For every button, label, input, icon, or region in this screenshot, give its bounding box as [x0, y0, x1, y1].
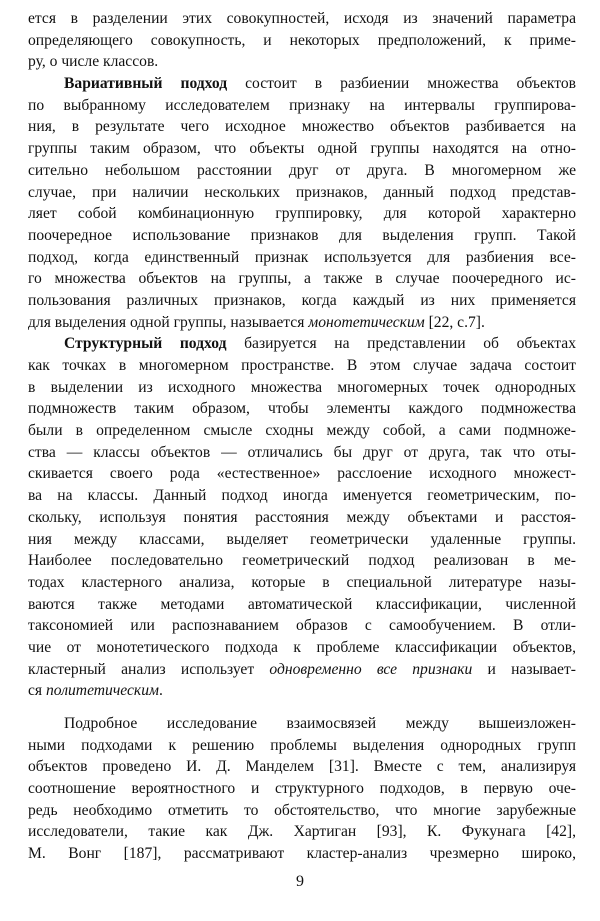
- text-line: по выбранному исследователем признаку на интервалы группирова-: [28, 96, 576, 114]
- term-all-features: одновременно все признаки: [269, 660, 473, 678]
- text-line: ваются также методами автоматической классификации, численной: [28, 595, 576, 613]
- text-line: редь необходимо отметить то обстоятельство, что многие зарубежные: [28, 801, 576, 819]
- text-line: тодах кластерного анализа, которые в специальной литературе назы-: [28, 573, 576, 591]
- text-line: скольку, используя понятия расстояния между объектами и расстоя-: [28, 508, 576, 526]
- text-line: пользования различных признаков, когда каждый из них применяется: [28, 291, 576, 309]
- document-page: [28, 8, 576, 865]
- paragraph-variational-approach: [28, 73, 576, 333]
- text-line: ва на классы. Данный подход иногда именуется геометрическим, по-: [28, 487, 576, 505]
- text-line: ния, в результате чего исходное множество объектов разбивается на: [28, 118, 576, 136]
- text-line: Наиболее последовательно геометрический подход реализован в ме-: [28, 552, 576, 570]
- text-line: подмножеств таким образом, чтобы элементы каждого подмножества: [28, 400, 576, 418]
- text-line: соотношение вероятностного и структурного подходов, в первую оче-: [28, 780, 576, 798]
- text-line: ния между классами, выделяет геометрически удаленные группы.: [28, 530, 576, 548]
- text-line: подход, когда единственный признак используется для разбиения все-: [28, 248, 576, 266]
- text-line: для выделения одной группы, называется монотетическим [22, с.7].: [28, 313, 485, 331]
- text-line: Вариативный подход состоит в разбиении множества объектов: [64, 75, 577, 93]
- text-line: Структурный подход базируется на представлении об объектах: [64, 335, 576, 353]
- paragraph-intro: [28, 8, 576, 73]
- paragraph-mandel: [28, 713, 576, 865]
- term-variational-approach: Вариативный подход: [64, 75, 228, 93]
- text-line: М. Вонг [187], рассматривают кластер-анализ чрезмерно широко,: [28, 845, 576, 863]
- text-line: были в определенном смысле сходны между собой, а сами подмноже-: [28, 422, 576, 440]
- text-line: ляет собой комбинационную группировку, для которой характерно: [28, 205, 576, 223]
- text-line: чие от монотетического подхода к проблеме классификации объектов,: [28, 638, 576, 656]
- text-line: объектов проведено И. Д. Манделем [31]. Вместе с тем, анализируя: [28, 758, 576, 776]
- term-polythetic: политетическим: [46, 682, 159, 700]
- term-monothetic: монотетическим: [308, 313, 425, 331]
- paragraph-gap: [28, 702, 576, 713]
- text-line: сительно небольшом расстоянии друг от друга. В многомерном же: [28, 161, 576, 179]
- text-line: случае, при наличии нескольких признаков, данный подход представ-: [28, 183, 576, 201]
- text-line: поочередное использование признаков для выделения групп. Такой: [28, 226, 576, 244]
- text-line: как точках в многомерном пространстве. В этом случае задача состоит: [28, 357, 576, 374]
- text-line: го множества объектов на группы, а также в случае поочередного ис-: [28, 270, 576, 288]
- text-line: таксономией или распознаванием образов с самообучением. В отли-: [28, 617, 576, 635]
- text-line: определяющего совокупность, и некоторых предположений, к приме-: [28, 31, 576, 49]
- text-line: группы таким образом, что объекты одной группы находятся на отно-: [28, 140, 576, 158]
- text-line: ными подходами к решению проблемы выделения однородных групп: [28, 736, 576, 754]
- text-line: Подробное исследование взаимосвязей между вышеизложен-: [64, 715, 576, 732]
- text-line: кластерный анализ использует одновременно все признаки и называет-: [28, 660, 576, 678]
- term-structural-approach: Структурный подход: [64, 335, 227, 353]
- text-line: ется в разделении этих совокупностей, исходя из значений параметра: [28, 10, 576, 27]
- paragraph-structural-approach: [28, 333, 576, 702]
- text-line: в выделении из исходного множества многомерных точек однородных: [28, 378, 576, 396]
- text-line: ства — классы объектов — отличались бы друг от друга, так что оты-: [28, 443, 576, 461]
- text-line: исследователи, такие как Дж. Хартиган [93], К. Фукунага [42],: [28, 823, 576, 841]
- text-line: скивается своего рода «естественное» расслоение исходного множест-: [28, 465, 576, 483]
- text-line: ся политетическим.: [28, 682, 163, 700]
- text-line: ру, о числе классов.: [28, 53, 159, 71]
- page-number: 9: [296, 873, 304, 890]
